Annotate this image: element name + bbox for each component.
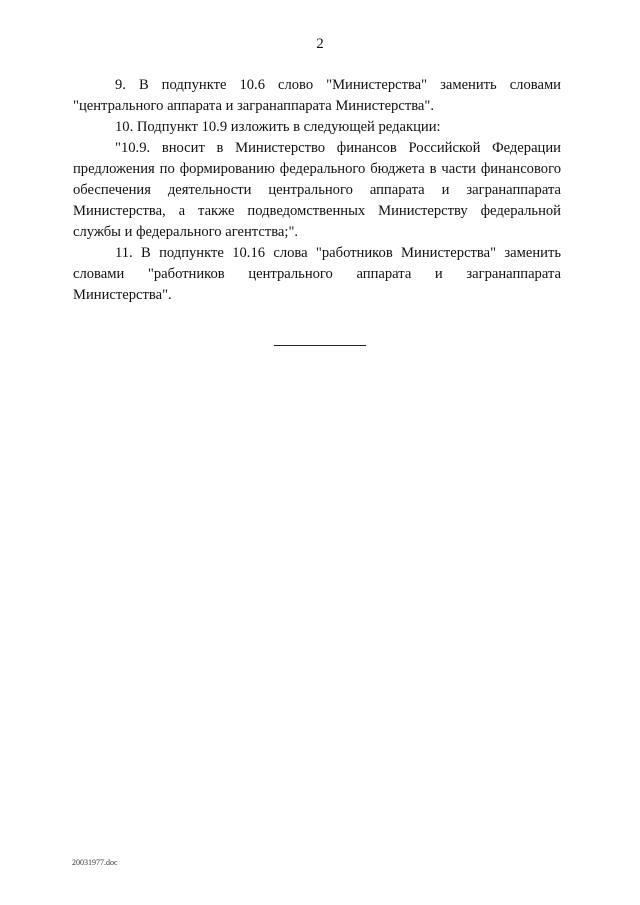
paragraph-item-11: 11. В подпункте 10.16 слова "работников Министерства" заменить словами "работников центрального аппарата и загранаппарата Министерства". — [73, 245, 561, 303]
page-number: 2 — [316, 36, 324, 52]
document-body — [73, 75, 561, 306]
paragraph-item-10: 10. Подпункт 10.9 изложить в следующей редакции: — [115, 119, 441, 135]
footer-filename: 20031977.doc — [72, 858, 118, 867]
paragraph-item-10-9-quote: "10.9. вносит в Министерство финансов Российской Федерации предложения по формированию федерального бюджета в части финансового обеспечения деятельности центрального аппарата и загранаппарата Министерства, а также подведомственных Министерству федеральной службы и федерального агентства;". — [73, 140, 561, 240]
end-divider — [274, 345, 366, 346]
paragraph-item-9: 9. В подпункте 10.6 слово "Министерства" заменить словами "центрального аппарата и загранаппарата Министерства". — [73, 77, 561, 114]
